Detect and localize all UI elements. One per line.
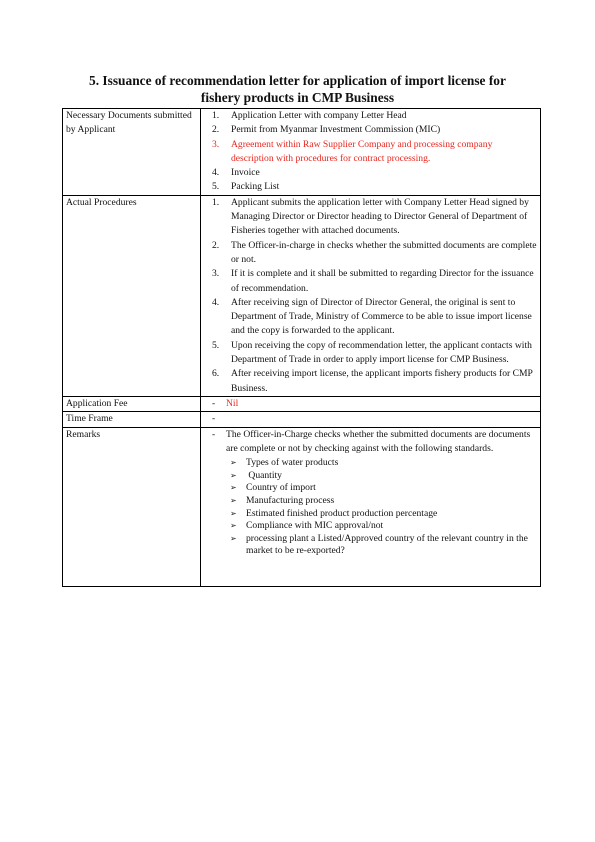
fee-row xyxy=(63,396,541,411)
fee-value: Nil xyxy=(226,397,239,409)
time-label: Time Frame xyxy=(63,412,201,427)
bullet-item xyxy=(204,495,537,508)
arrow-bullet-icon: ➢ xyxy=(230,533,237,543)
item-number: 3. xyxy=(212,268,220,280)
bullet-item xyxy=(204,482,537,495)
item-text: Agreement within Raw Supplier Company and processing company description with procedures for contract processing. xyxy=(231,138,493,164)
remarks-label: Remarks xyxy=(63,427,201,586)
documents-list xyxy=(201,109,541,196)
list-item xyxy=(204,123,537,137)
time-value xyxy=(224,412,537,426)
item-text: After receiving import license, the applicant imports fishery products for CMP Business. xyxy=(231,368,533,394)
bullet-text: Manufacturing process xyxy=(246,494,335,506)
fee-cell xyxy=(201,396,541,411)
procedures-row xyxy=(63,195,541,396)
bullet-text: processing plant a Listed/Approved country of the relevant country in the market to be re-exported? xyxy=(246,532,528,557)
bullet-item xyxy=(204,520,537,533)
title-line-2: fishery products in CMP Business xyxy=(200,90,395,105)
item-number: 1. xyxy=(212,110,220,121)
bullet-text: Quantity xyxy=(246,469,282,481)
item-text: Permit from Myanmar Investment Commission (MIC) xyxy=(231,124,441,136)
list-item xyxy=(204,367,537,396)
item-text: The Officer-in-charge in checks whether the submitted documents are complete or not. xyxy=(231,239,537,265)
remarks-intro: The Officer-in-Charge checks whether the submitted documents are documents are complete or not by checking against with the following standards. xyxy=(226,428,531,454)
arrow-bullet-icon: ➢ xyxy=(230,483,237,493)
procedure-table xyxy=(62,108,541,587)
documents-row xyxy=(63,109,541,196)
bullet-text: Compliance with MIC approval/not xyxy=(246,520,384,532)
item-text: Applicant submits the application letter with Company Letter Head signed by Managing Director or Director heading to Director General of Department of Fisheries together with attached documents. xyxy=(231,196,529,237)
arrow-bullet-icon: ➢ xyxy=(230,470,237,480)
remarks-row xyxy=(63,427,541,586)
fee-label: Application Fee xyxy=(63,396,201,411)
arrow-bullet-icon: ➢ xyxy=(230,521,237,531)
procedures-list xyxy=(201,195,541,396)
item-number: 5. xyxy=(212,181,220,193)
dash-marker: - xyxy=(212,413,216,425)
bullet-text: Types of water products xyxy=(246,457,339,469)
item-text: Invoice xyxy=(231,167,260,179)
item-number: 5. xyxy=(212,339,220,351)
list-item xyxy=(204,109,537,123)
bullet-item xyxy=(204,508,537,521)
remarks-cell xyxy=(201,427,541,586)
list-item xyxy=(204,339,537,368)
bullet-text: Estimated finished product production percentage xyxy=(246,507,438,519)
item-number: 1. xyxy=(212,196,220,208)
list-item xyxy=(204,296,537,339)
item-number: 4. xyxy=(212,296,220,308)
list-item xyxy=(204,196,537,239)
time-cell xyxy=(201,412,541,427)
page-title xyxy=(40,72,555,106)
bullet-item xyxy=(204,533,537,558)
title-line-1: 5. Issuance of recommendation letter for application of import license for xyxy=(89,73,506,88)
item-number: 2. xyxy=(212,239,220,251)
documents-label: Necessary Documents submitted by Applicant xyxy=(63,109,201,196)
arrow-bullet-icon: ➢ xyxy=(230,495,237,505)
item-number: 4. xyxy=(212,167,220,179)
standards-list xyxy=(204,457,537,558)
item-number: 3. xyxy=(212,138,220,150)
list-item xyxy=(204,180,537,194)
procedures-label: Actual Procedures xyxy=(63,195,201,396)
bullet-item xyxy=(204,457,537,470)
arrow-bullet-icon: ➢ xyxy=(230,508,237,518)
list-item xyxy=(204,239,537,268)
arrow-bullet-icon: ➢ xyxy=(230,458,237,468)
item-text: After receiving sign of Director of Director General, the original is sent to Department of Trade, Ministry of Commerce to be able to issue import license and the copy is forwarded to the applicant. xyxy=(231,296,532,337)
list-item xyxy=(204,166,537,180)
bullet-text: Country of import xyxy=(246,482,316,494)
item-text: If it is complete and it shall be submitted to regarding Director for the issuance of recommendation. xyxy=(231,268,534,294)
item-number: 6. xyxy=(212,368,220,380)
item-text: Upon receiving the copy of recommendation letter, the applicant contacts with Department of Trade in order to apply import license for CMP Business. xyxy=(231,339,532,366)
bullet-item xyxy=(204,470,537,483)
dash-marker: - xyxy=(212,428,216,440)
dash-marker: - xyxy=(212,397,216,409)
item-number: 2. xyxy=(212,124,220,136)
time-row xyxy=(63,412,541,427)
item-text: Packing List xyxy=(231,181,280,193)
list-item-highlighted xyxy=(204,138,537,167)
list-item xyxy=(204,267,537,296)
item-text: Application Letter with company Letter Head xyxy=(231,110,407,121)
